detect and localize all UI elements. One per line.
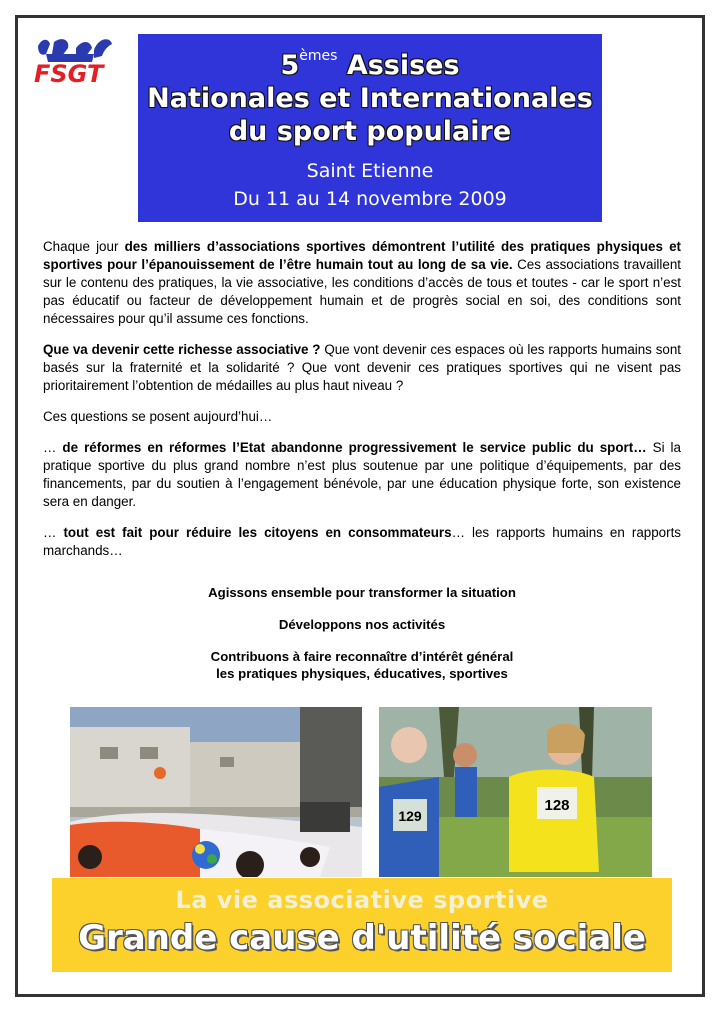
paragraph-4: … de réformes en réformes l’Etat abandonne progressivement le service public du sport… Si la pratique sportive du plus grand nombre n’est plus soutenue par une politique d’équipements, par des financements, par du soutien à l’engagement bénévole, par une éducation physique forte, son existence sera en danger. xyxy=(43,440,681,509)
paragraph-5: … tout est fait pour réduire les citoyens en consommateurs… les rapports humains en rapports marchands… xyxy=(43,525,681,558)
header-box xyxy=(138,34,602,222)
paragraph-1: Chaque jour des milliers d’associations sportives démontrent l’utilité des pratiques physiques et sportives pour l’épanouissement de l’être humain tout au long de sa vie. Ces associations travaillent sur le contenu des pratiques, la vie associative, les conditions d’accès de tous et toutes - car le sport n’est pas éducatif ou facteur de développement humain et de progrès social en soi, des conditions sont nécessaires pour qu’il assume ces fonctions. xyxy=(43,239,681,326)
photo-runners xyxy=(379,707,652,877)
call-2: Développons nos activités xyxy=(278,617,446,632)
header-sup: èmes xyxy=(299,48,338,64)
body-text xyxy=(43,238,681,573)
bib-128: 128 xyxy=(544,797,570,814)
banner-title: Grande cause d'utilité sociale xyxy=(78,918,646,958)
banner xyxy=(52,878,672,972)
header-title-line3: du sport populaire xyxy=(228,116,512,147)
paragraph-2: Que va devenir cette richesse associative ? Que vont devenir ces espaces où les rapports humains sont basés sur la fraternité et la solidarité ? Que vont devenir ces pratiques sportives qui ne visent pas prioritairement l’obtention de médailles au plus haut niveau ? xyxy=(43,342,682,393)
header-city: Saint Etienne xyxy=(306,160,434,182)
calls-to-action xyxy=(43,584,681,682)
header-title-line2: Nationales et Internationales xyxy=(147,83,593,114)
call-1: Agissons ensemble pour transformer la situation xyxy=(208,585,516,600)
photo-parachute-game xyxy=(70,707,362,877)
paragraph-3: Ces questions se posent aujourd’hui… xyxy=(43,409,273,424)
header-title-line1: 5èmes Assises xyxy=(280,48,460,81)
header-dates: Du 11 au 14 novembre 2009 xyxy=(233,188,507,210)
banner-subtitle: La vie associative sportive xyxy=(175,886,549,914)
call-3-line2: les pratiques physiques, éducatives, sportives xyxy=(216,666,508,681)
call-3-line1: Contribuons à faire reconnaître d’intérêt général xyxy=(210,649,514,664)
bib-129: 129 xyxy=(398,808,422,824)
logo-text: FSGT xyxy=(34,60,104,88)
